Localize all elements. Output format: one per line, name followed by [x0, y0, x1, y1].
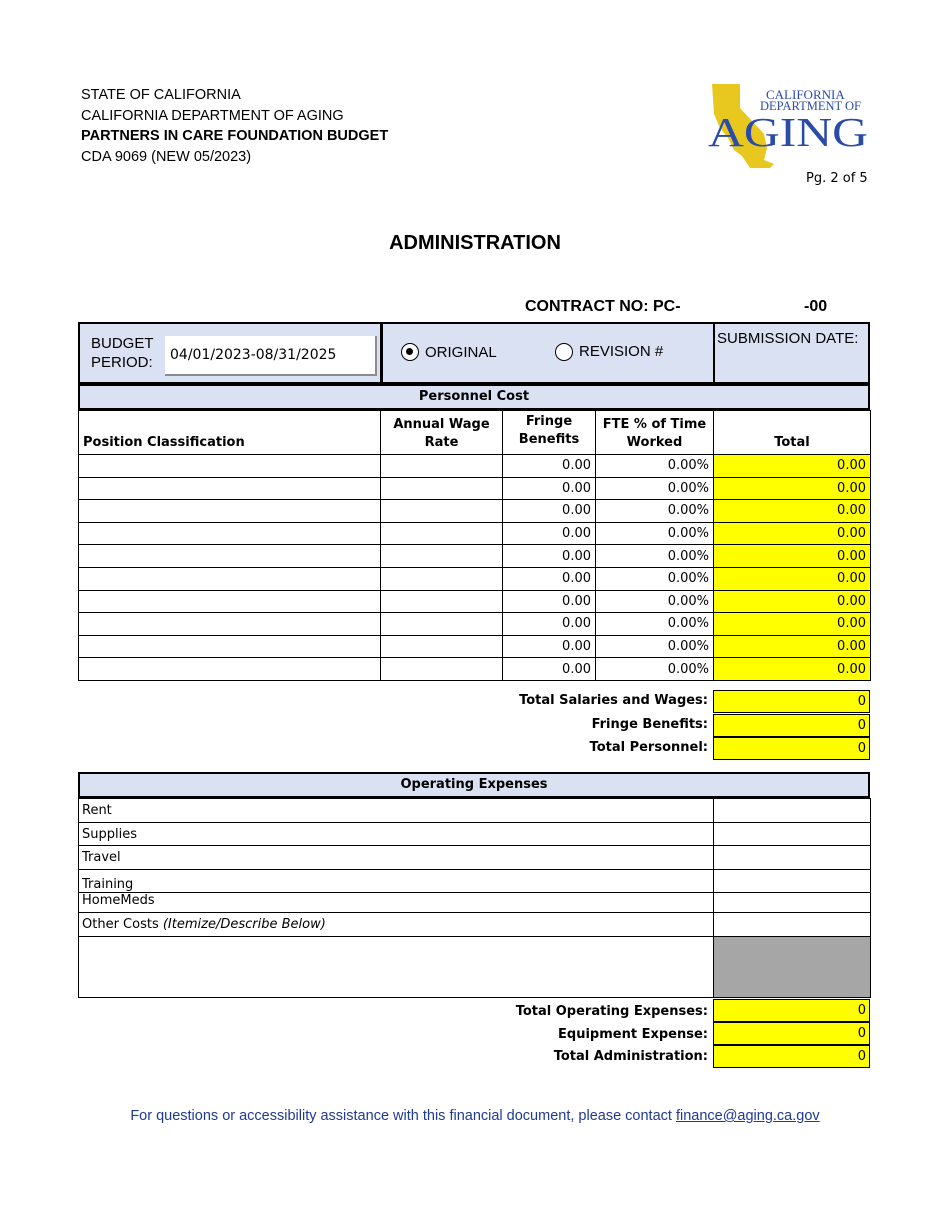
other-costs-shaded-cell: [714, 937, 871, 998]
total-operating-value: 0: [713, 999, 870, 1022]
total-administration-value: 0: [713, 1045, 870, 1068]
col-total: Total: [714, 411, 871, 455]
total-cell: 0.00: [714, 658, 871, 681]
fte-cell[interactable]: 0.00%: [596, 567, 714, 590]
wage-cell[interactable]: [381, 635, 503, 658]
table-row: [79, 590, 871, 613]
total-cell: 0.00: [714, 635, 871, 658]
fte-cell[interactable]: 0.00%: [596, 477, 714, 500]
list-item: [79, 913, 871, 937]
total-cell: 0.00: [714, 590, 871, 613]
position-cell[interactable]: [79, 500, 381, 523]
col-fringe: Fringe Benefits: [503, 411, 596, 455]
equipment-expense-row: [78, 1022, 870, 1045]
total-cell: 0.00: [714, 500, 871, 523]
total-salaries-label: Total Salaries and Wages:: [519, 693, 708, 708]
personnel-header-row: [79, 411, 871, 455]
fringe-cell[interactable]: 0.00: [503, 545, 596, 568]
total-cell: 0.00: [714, 477, 871, 500]
total-administration-label: Total Administration:: [553, 1049, 708, 1064]
wage-cell[interactable]: [381, 500, 503, 523]
original-radio[interactable]: [401, 343, 419, 361]
training-label: Training: [79, 870, 714, 893]
fringe-cell[interactable]: 0.00: [503, 635, 596, 658]
total-personnel-row: [78, 737, 870, 760]
budget-period-field[interactable]: [165, 336, 377, 376]
cda-logo: [704, 82, 872, 170]
fringe-benefits-row: [78, 714, 870, 737]
band-divider: [380, 324, 383, 382]
budget-period-value: 04/01/2023-08/31/2025: [170, 347, 337, 363]
supplies-label: Supplies: [79, 823, 714, 846]
original-label: ORIGINAL: [425, 344, 497, 361]
travel-label: Travel: [79, 846, 714, 870]
fte-cell[interactable]: 0.00%: [596, 635, 714, 658]
state-line: STATE OF CALIFORNIA: [81, 87, 241, 103]
finance-email-link[interactable]: finance@aging.ca.gov: [675, 1108, 820, 1124]
page-title: ADMINISTRATION: [389, 232, 561, 254]
col-position: Position Classification: [79, 411, 381, 455]
logo-department-text: DEPARTMENT OF: [760, 99, 862, 113]
table-row: [79, 658, 871, 681]
table-row: [79, 477, 871, 500]
page-number: Pg. 2 of 5: [806, 171, 868, 186]
operating-table: [78, 798, 871, 998]
other-costs-description-row: [79, 937, 871, 998]
fringe-cell[interactable]: 0.00: [503, 590, 596, 613]
total-personnel-label: Total Personnel:: [589, 740, 708, 755]
total-cell: 0.00: [714, 545, 871, 568]
fte-cell[interactable]: 0.00%: [596, 590, 714, 613]
list-item: [79, 870, 871, 893]
total-operating-row: [78, 999, 870, 1022]
travel-value[interactable]: [714, 846, 871, 870]
wage-cell[interactable]: [381, 613, 503, 636]
fringe-benefits-value: 0: [713, 714, 870, 737]
other-costs-label: Other Costs (Itemize/Describe Below): [79, 913, 714, 937]
col-fte: FTE % of Time Worked: [596, 411, 714, 455]
position-cell[interactable]: [79, 590, 381, 613]
fte-cell[interactable]: 0.00%: [596, 522, 714, 545]
footer-note: [0, 1108, 950, 1124]
total-cell: 0.00: [714, 567, 871, 590]
department-line: CALIFORNIA DEPARTMENT OF AGING: [81, 107, 344, 124]
total-operating-label: Total Operating Expenses:: [515, 1004, 708, 1019]
other-costs-value[interactable]: [714, 913, 871, 937]
footer-text: For questions or accessibility assistance with this financial document, please contact: [130, 1108, 676, 1124]
table-row: [79, 500, 871, 523]
total-salaries-value: 0: [713, 690, 870, 713]
position-cell[interactable]: [79, 477, 381, 500]
revision-radio[interactable]: [555, 343, 573, 361]
fringe-benefits-label: Fringe Benefits:: [591, 717, 708, 732]
contract-suffix: -00: [804, 298, 828, 315]
table-row: [79, 545, 871, 568]
wage-cell[interactable]: [381, 590, 503, 613]
total-personnel-value: 0: [713, 737, 870, 760]
total-cell: 0.00: [714, 613, 871, 636]
list-item: [79, 799, 871, 823]
table-row: [79, 613, 871, 636]
budget-period-band: [78, 322, 870, 384]
operating-expenses-header: Operating Expenses: [78, 772, 870, 798]
equipment-expense-label: Equipment Expense:: [558, 1027, 708, 1042]
position-cell[interactable]: [79, 545, 381, 568]
list-item: [79, 823, 871, 846]
rent-value[interactable]: [714, 799, 871, 823]
homemeds-value[interactable]: [714, 893, 871, 913]
fringe-cell[interactable]: 0.00: [503, 613, 596, 636]
fringe-cell[interactable]: 0.00: [503, 455, 596, 478]
col-wage: Annual Wage Rate: [381, 411, 503, 455]
fringe-cell[interactable]: 0.00: [503, 567, 596, 590]
table-row: [79, 635, 871, 658]
other-costs-description[interactable]: [79, 937, 714, 998]
supplies-value[interactable]: [714, 823, 871, 846]
band-divider: [713, 324, 715, 382]
contract-label: CONTRACT NO: PC-: [525, 298, 681, 315]
table-row: [79, 522, 871, 545]
fte-cell[interactable]: 0.00%: [596, 455, 714, 478]
position-cell[interactable]: [79, 567, 381, 590]
homemeds-label: HomeMeds: [79, 893, 714, 913]
total-cell: 0.00: [714, 522, 871, 545]
wage-cell[interactable]: [381, 522, 503, 545]
fte-cell[interactable]: 0.00%: [596, 545, 714, 568]
wage-cell[interactable]: [381, 455, 503, 478]
logo-aging-text: AGING: [708, 109, 868, 155]
form-header: [81, 85, 388, 167]
position-cell[interactable]: [79, 635, 381, 658]
equipment-expense-value: 0: [713, 1022, 870, 1045]
fte-cell[interactable]: 0.00%: [596, 613, 714, 636]
submission-date-label: SUBMISSION DATE:: [717, 330, 859, 347]
logo-california-text: CALIFORNIA: [766, 87, 845, 102]
fringe-cell[interactable]: 0.00: [503, 477, 596, 500]
budget-title-line: PARTNERS IN CARE FOUNDATION BUDGET: [81, 128, 389, 144]
personnel-cost-header: Personnel Cost: [78, 384, 870, 410]
position-cell[interactable]: [79, 613, 381, 636]
wage-cell[interactable]: [381, 477, 503, 500]
table-row: [79, 567, 871, 590]
position-cell[interactable]: [79, 455, 381, 478]
budget-period-label: BUDGET PERIOD:: [91, 335, 154, 371]
personnel-table: [78, 410, 871, 681]
list-item: [79, 846, 871, 870]
position-cell[interactable]: [79, 658, 381, 681]
fte-cell[interactable]: 0.00%: [596, 500, 714, 523]
training-value[interactable]: [714, 870, 871, 893]
fringe-cell[interactable]: 0.00: [503, 522, 596, 545]
fringe-cell[interactable]: 0.00: [503, 500, 596, 523]
total-administration-row: [78, 1045, 870, 1068]
fringe-cell[interactable]: 0.00: [503, 658, 596, 681]
wage-cell[interactable]: [381, 567, 503, 590]
total-cell: 0.00: [714, 455, 871, 478]
rent-label: Rent: [79, 799, 714, 823]
wage-cell[interactable]: [381, 658, 503, 681]
list-item: [79, 893, 871, 913]
fte-cell[interactable]: 0.00%: [596, 658, 714, 681]
wage-cell[interactable]: [381, 545, 503, 568]
form-number-line: CDA 9069 (NEW 05/2023): [81, 148, 252, 165]
table-row: [79, 455, 871, 478]
position-cell[interactable]: [79, 522, 381, 545]
revision-label: REVISION #: [579, 343, 664, 360]
total-salaries-row: [78, 690, 870, 713]
